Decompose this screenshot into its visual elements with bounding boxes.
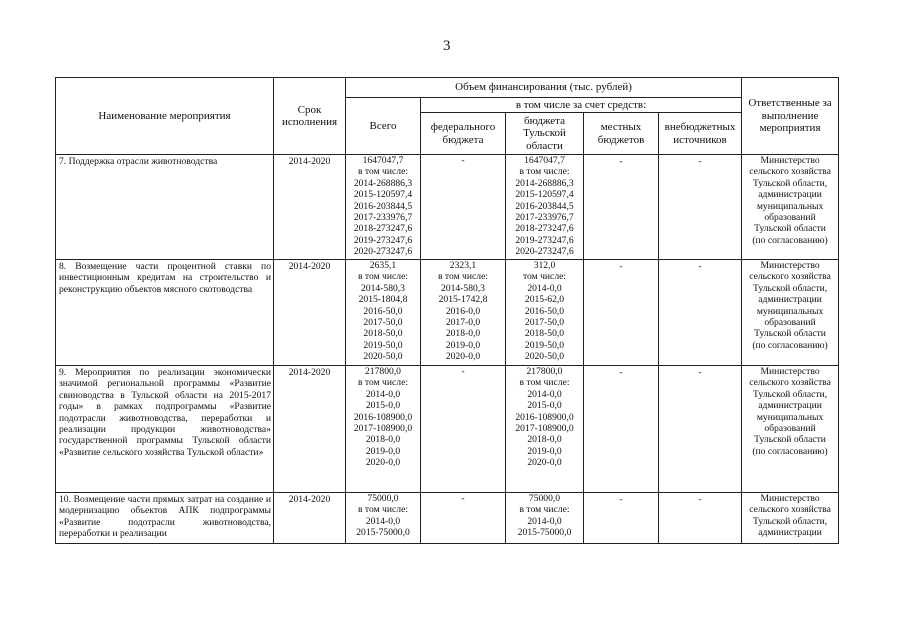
- row-responsible: [742, 260, 839, 366]
- row-total: [346, 260, 421, 366]
- row-local: -: [584, 155, 659, 260]
- cell-line: -: [461, 493, 465, 504]
- row-federal: [421, 155, 506, 260]
- row-regional: [506, 366, 584, 493]
- cell-line: Тульской области: [754, 223, 826, 235]
- cell-line: образований: [764, 423, 816, 435]
- row-responsible: [742, 366, 839, 493]
- row-name: 9. Мероприятия по реализации экономически значимой региональной программы «Развитие свиноводства в Тульской области на 2015-2017 годы» в рамках подпрограммы «Развитие подотрасли животноводства, переработки и реализации продукции животноводства» государственной программы Тульской области «Развитие сельского хозяйства Тульской области»: [56, 366, 274, 493]
- row-name: 7. Поддержка отрасли животноводства: [56, 155, 274, 260]
- header-local: местных бюджетов: [584, 113, 659, 155]
- cell-line: администрации: [758, 527, 822, 539]
- cell-line: муниципальных: [756, 411, 824, 423]
- cell-line: в том числе:: [357, 504, 408, 516]
- cell-line: том числе:: [522, 271, 567, 283]
- cell-line: 2015-1804,8: [358, 294, 408, 306]
- cell-line: муниципальных: [756, 305, 824, 317]
- cell-line: администрации: [758, 400, 822, 412]
- row-federal: [421, 493, 506, 544]
- header-offbudget: внебюджетных источников: [659, 113, 742, 155]
- cell-line: 2020-0,0: [527, 457, 562, 469]
- cell-line: 2020-50,0: [363, 351, 403, 363]
- cell-line: 2015-0,0: [365, 400, 401, 412]
- table-body: [56, 155, 839, 544]
- cell-line: 2015-0,0: [527, 400, 562, 412]
- row-total: [346, 366, 421, 493]
- cell-line: 2017-50,0: [363, 317, 403, 329]
- cell-line: Министерство: [760, 366, 820, 377]
- cell-line: Министерство: [760, 260, 820, 271]
- cell-line: муниципальных: [756, 200, 824, 212]
- cell-line: 2017-233976,7: [515, 212, 574, 224]
- cell-line: в том числе:: [437, 271, 488, 283]
- cell-line: Тульской области,: [752, 282, 828, 294]
- cell-line: в том числе:: [519, 166, 570, 178]
- cell-line: 2019-0,0: [445, 339, 481, 351]
- cell-line: 2014-0,0: [365, 388, 401, 400]
- table-row: [56, 155, 839, 260]
- row-offbudget: -: [659, 260, 742, 366]
- cell-line: 2014-268886,3: [353, 177, 413, 189]
- cell-line: 217800,0: [365, 366, 401, 377]
- row-total: [346, 155, 421, 260]
- cell-line: 2014-580,3: [441, 282, 485, 294]
- cell-line: 75000,0: [528, 493, 561, 504]
- cell-line: 2016-108900,0: [353, 411, 413, 423]
- cell-line: 2019-273247,6: [353, 234, 413, 246]
- cell-line: -: [461, 366, 465, 377]
- cell-line: 2019-0,0: [365, 445, 401, 457]
- cell-line: 2018-0,0: [527, 434, 562, 446]
- page-number: 3: [443, 38, 451, 54]
- row-local: -: [584, 493, 659, 544]
- cell-line: (по согласованию): [752, 445, 828, 457]
- header-funding: Объем финансирования (тыс. рублей): [346, 78, 742, 98]
- cell-line: Тульской области,: [752, 177, 828, 189]
- header-total: Всего: [346, 98, 421, 155]
- cell-line: (по согласованию): [752, 339, 828, 351]
- cell-line: 1647047,7: [524, 155, 565, 166]
- funding-table: [55, 77, 839, 544]
- cell-line: 75000,0: [367, 493, 399, 504]
- table-header: [56, 78, 839, 155]
- cell-line: Министерство: [760, 493, 820, 504]
- cell-line: в том числе:: [357, 166, 408, 178]
- cell-line: 2015-120597,4: [515, 189, 574, 201]
- row-local: -: [584, 260, 659, 366]
- cell-line: администрации: [758, 189, 822, 201]
- cell-line: 2019-0,0: [527, 445, 562, 457]
- cell-line: 312,0: [533, 260, 556, 271]
- cell-line: сельского хозяйства: [749, 504, 831, 516]
- cell-line: 2017-50,0: [524, 317, 565, 329]
- row-regional: [506, 155, 584, 260]
- cell-line: 2017-0,0: [445, 317, 481, 329]
- row-term: 2014-2020: [274, 493, 346, 544]
- cell-line: 2020-0,0: [445, 351, 481, 363]
- cell-line: в том числе:: [519, 377, 570, 389]
- header-responsible: Ответственные за выполнение мероприятия: [742, 78, 839, 155]
- cell-line: Министерство: [760, 155, 820, 166]
- row-responsible: [742, 493, 839, 544]
- header-federal: федерального бюджета: [421, 113, 506, 155]
- row-federal: [421, 366, 506, 493]
- header-term: Срок исполнения: [274, 78, 346, 155]
- header-name: Наименование мероприятия: [56, 78, 274, 155]
- cell-line: 2018-0,0: [365, 434, 401, 446]
- cell-line: 2014-0,0: [527, 515, 562, 527]
- cell-line: 2017-108900,0: [353, 423, 413, 435]
- cell-line: сельского хозяйства: [749, 377, 831, 389]
- cell-line: 2014-0,0: [365, 515, 401, 527]
- row-name: [56, 493, 274, 544]
- cell-line: 2016-203844,5: [353, 200, 413, 212]
- row-local: -: [584, 366, 659, 493]
- cell-line: 2016-108900,0: [515, 411, 574, 423]
- cell-line: 2016-50,0: [524, 305, 565, 317]
- row-term: 2014-2020: [274, 155, 346, 260]
- row-offbudget: -: [659, 493, 742, 544]
- cell-line: 2019-273247,6: [515, 234, 574, 246]
- cell-line: 2018-0,0: [445, 328, 481, 340]
- cell-line: 2014-0,0: [527, 388, 562, 400]
- cell-line: 2014-0,0: [527, 282, 562, 294]
- cell-line: Тульской области: [754, 328, 826, 340]
- cell-line: сельского хозяйства: [749, 166, 831, 178]
- row-term: 2014-2020: [274, 366, 346, 493]
- row-regional: [506, 493, 584, 544]
- cell-line: 2020-273247,6: [515, 246, 574, 258]
- row-federal: [421, 260, 506, 366]
- cell-line: 2020-0,0: [365, 457, 401, 469]
- table-row: [56, 493, 839, 544]
- cell-line: 2016-50,0: [363, 305, 403, 317]
- cell-line: 2017-233976,7: [353, 212, 413, 224]
- cell-line: в том числе:: [357, 271, 408, 283]
- row-offbudget: -: [659, 155, 742, 260]
- cell-line: 2019-50,0: [363, 339, 403, 351]
- cell-line: 2323,1: [449, 260, 477, 271]
- cell-line: 2015-1742,8: [438, 294, 488, 306]
- cell-line: 2017-108900,0: [515, 423, 574, 435]
- cell-line: 1647047,7: [362, 155, 404, 166]
- cell-line: в том числе:: [357, 377, 408, 389]
- row-name-text: 10. Возмещение части прямых затрат на создание и модернизацию объектов АПК подпрограммы «Развитие подотрасли животноводства, переработки и реализации: [59, 494, 271, 540]
- cell-line: Тульской области,: [752, 515, 828, 527]
- cell-line: сельского хозяйства: [749, 271, 831, 283]
- row-offbudget: -: [659, 366, 742, 493]
- row-regional: [506, 260, 584, 366]
- cell-line: образований: [764, 317, 816, 329]
- cell-line: 2016-0,0: [445, 305, 481, 317]
- cell-line: 2016-203844,5: [515, 200, 574, 212]
- cell-line: 2014-268886,3: [515, 177, 574, 189]
- cell-line: 2015-75000,0: [356, 527, 410, 539]
- cell-line: Тульской области: [754, 434, 826, 446]
- row-term: 2014-2020: [274, 260, 346, 366]
- cell-line: 2020-50,0: [524, 351, 565, 363]
- row-total: [346, 493, 421, 544]
- cell-line: 2018-50,0: [524, 328, 565, 340]
- cell-line: 2018-273247,6: [353, 223, 413, 235]
- cell-line: администрации: [758, 294, 822, 306]
- cell-line: -: [461, 155, 465, 166]
- row-responsible: [742, 155, 839, 260]
- cell-line: 2015-62,0: [524, 294, 565, 306]
- cell-line: 2018-273247,6: [515, 223, 574, 235]
- cell-line: 2019-50,0: [524, 339, 565, 351]
- header-including: в том числе за счет средств:: [421, 98, 742, 113]
- cell-line: 217800,0: [526, 366, 563, 377]
- cell-line: Тульской области,: [752, 388, 828, 400]
- cell-line: 2015-75000,0: [517, 527, 572, 539]
- cell-line: 2018-50,0: [363, 328, 403, 340]
- row-name: 8. Возмещение части процентной ставки по инвестиционным кредитам на строительство и реконструкцию объектов мясного скотоводства: [56, 260, 274, 366]
- cell-line: в том числе:: [519, 504, 570, 516]
- table-row: [56, 366, 839, 493]
- table-row: [56, 260, 839, 366]
- cell-line: 2635,1: [369, 260, 397, 271]
- cell-line: образований: [764, 212, 816, 224]
- cell-line: (по согласованию): [752, 234, 828, 246]
- cell-line: 2015-120597,4: [353, 189, 413, 201]
- cell-line: 2020-273247,6: [353, 246, 413, 258]
- header-regional: бюджета Тульской области: [506, 113, 584, 155]
- cell-line: 2014-580,3: [361, 282, 405, 294]
